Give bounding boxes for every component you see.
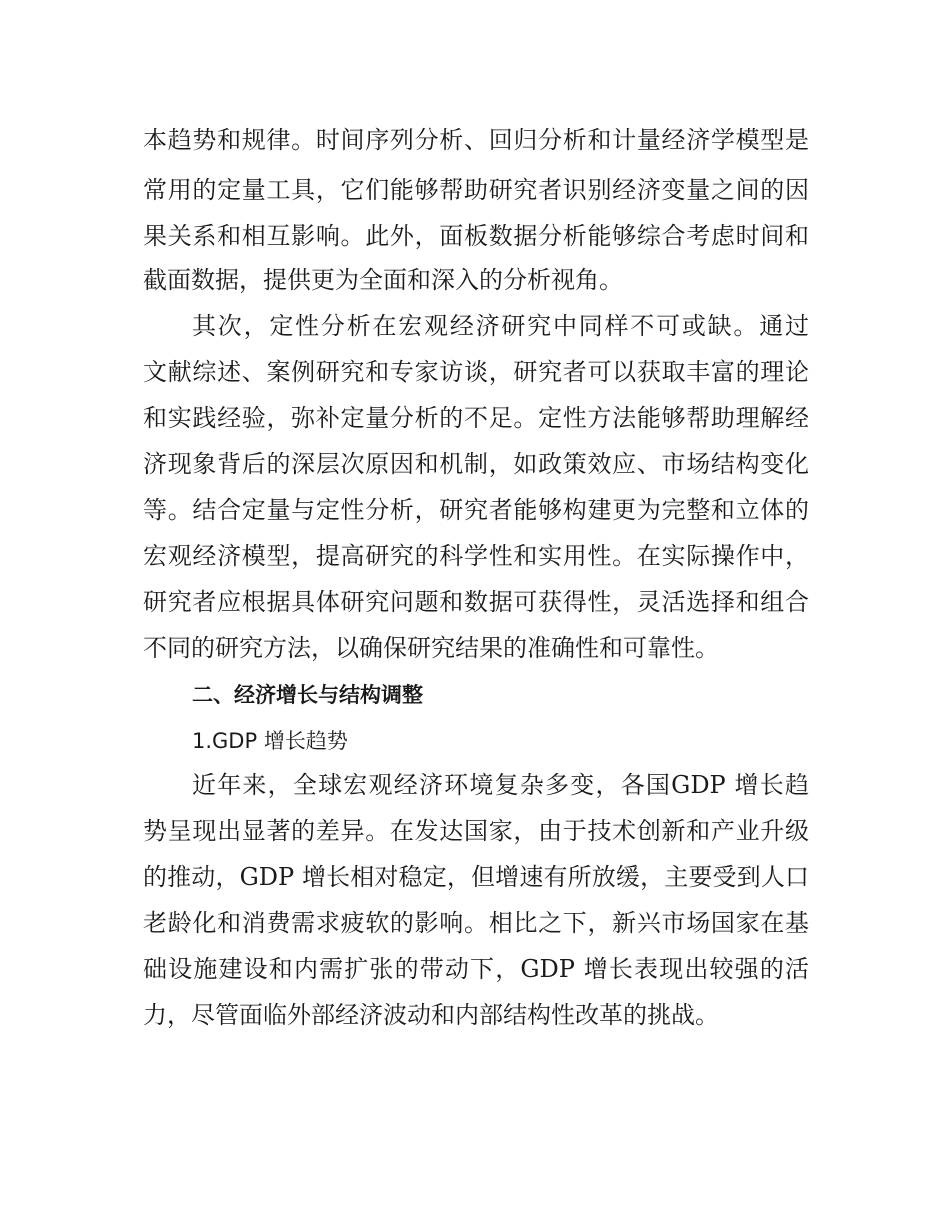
paragraph-2-line-5: 等。结合定量与定性分析，研究者能够构建更为完整和立体的: [143, 496, 809, 524]
paragraph-2-line-7: 研究者应根据具体研究问题和数据可获得性，灵活选择和组合: [143, 588, 809, 616]
section-heading: 二、经济增长与结构调整: [192, 683, 423, 707]
paragraph-2-line-1: 其次，定性分析在宏观经济研究中同样不可或缺。通过: [192, 312, 809, 340]
paragraph-2-line-4: 济现象背后的深层次原因和机制，如政策效应、市场结构变化: [143, 450, 809, 478]
subsection-heading: 1.GDP 增长趋势: [192, 729, 348, 753]
paragraph-1-line-4: 截面数据，提供更为全面和深入的分析视角。: [143, 266, 623, 294]
paragraph-3-line-5: 础设施建设和内需扩张的带动下，GDP 增长表现出较强的活: [143, 955, 809, 983]
paragraph-2-line-2: 文献综述、案例研究和专家访谈，研究者可以获取丰富的理论: [143, 358, 809, 386]
paragraph-2-line-8: 不同的研究方法，以确保研究结果的准确性和可靠性。: [143, 634, 719, 662]
paragraph-3-line-1: 近年来，全球宏观经济环境复杂多变，各国GDP 增长趋: [192, 771, 809, 799]
paragraph-2-line-6: 宏观经济模型，提高研究的科学性和实用性。在实际操作中，: [143, 542, 809, 570]
paragraph-3-line-6: 力，尽管面临外部经济波动和内部结构性改革的挑战。: [143, 1001, 719, 1029]
paragraph-1-line-3: 果关系和相互影响。此外，面板数据分析能够综合考虑时间和: [143, 222, 809, 250]
paragraph-3-line-4: 老龄化和消费需求疲软的影响。相比之下，新兴市场国家在基: [143, 909, 809, 937]
paragraph-1-line-2: 常用的定量工具，它们能够帮助研究者识别经济变量之间的因: [143, 176, 809, 204]
paragraph-3-line-3: 的推动，GDP 增长相对稳定，但增速有所放缓，主要受到人口: [143, 863, 809, 891]
paragraph-2-line-3: 和实践经验，弥补定量分析的不足。定性方法能够帮助理解经: [143, 404, 809, 432]
paragraph-1-line-1: 本趋势和规律。时间序列分析、回归分析和计量经济学模型是: [143, 126, 809, 154]
paragraph-3-line-2: 势呈现出显著的差异。在发达国家，由于技术创新和产业升级: [143, 817, 809, 845]
